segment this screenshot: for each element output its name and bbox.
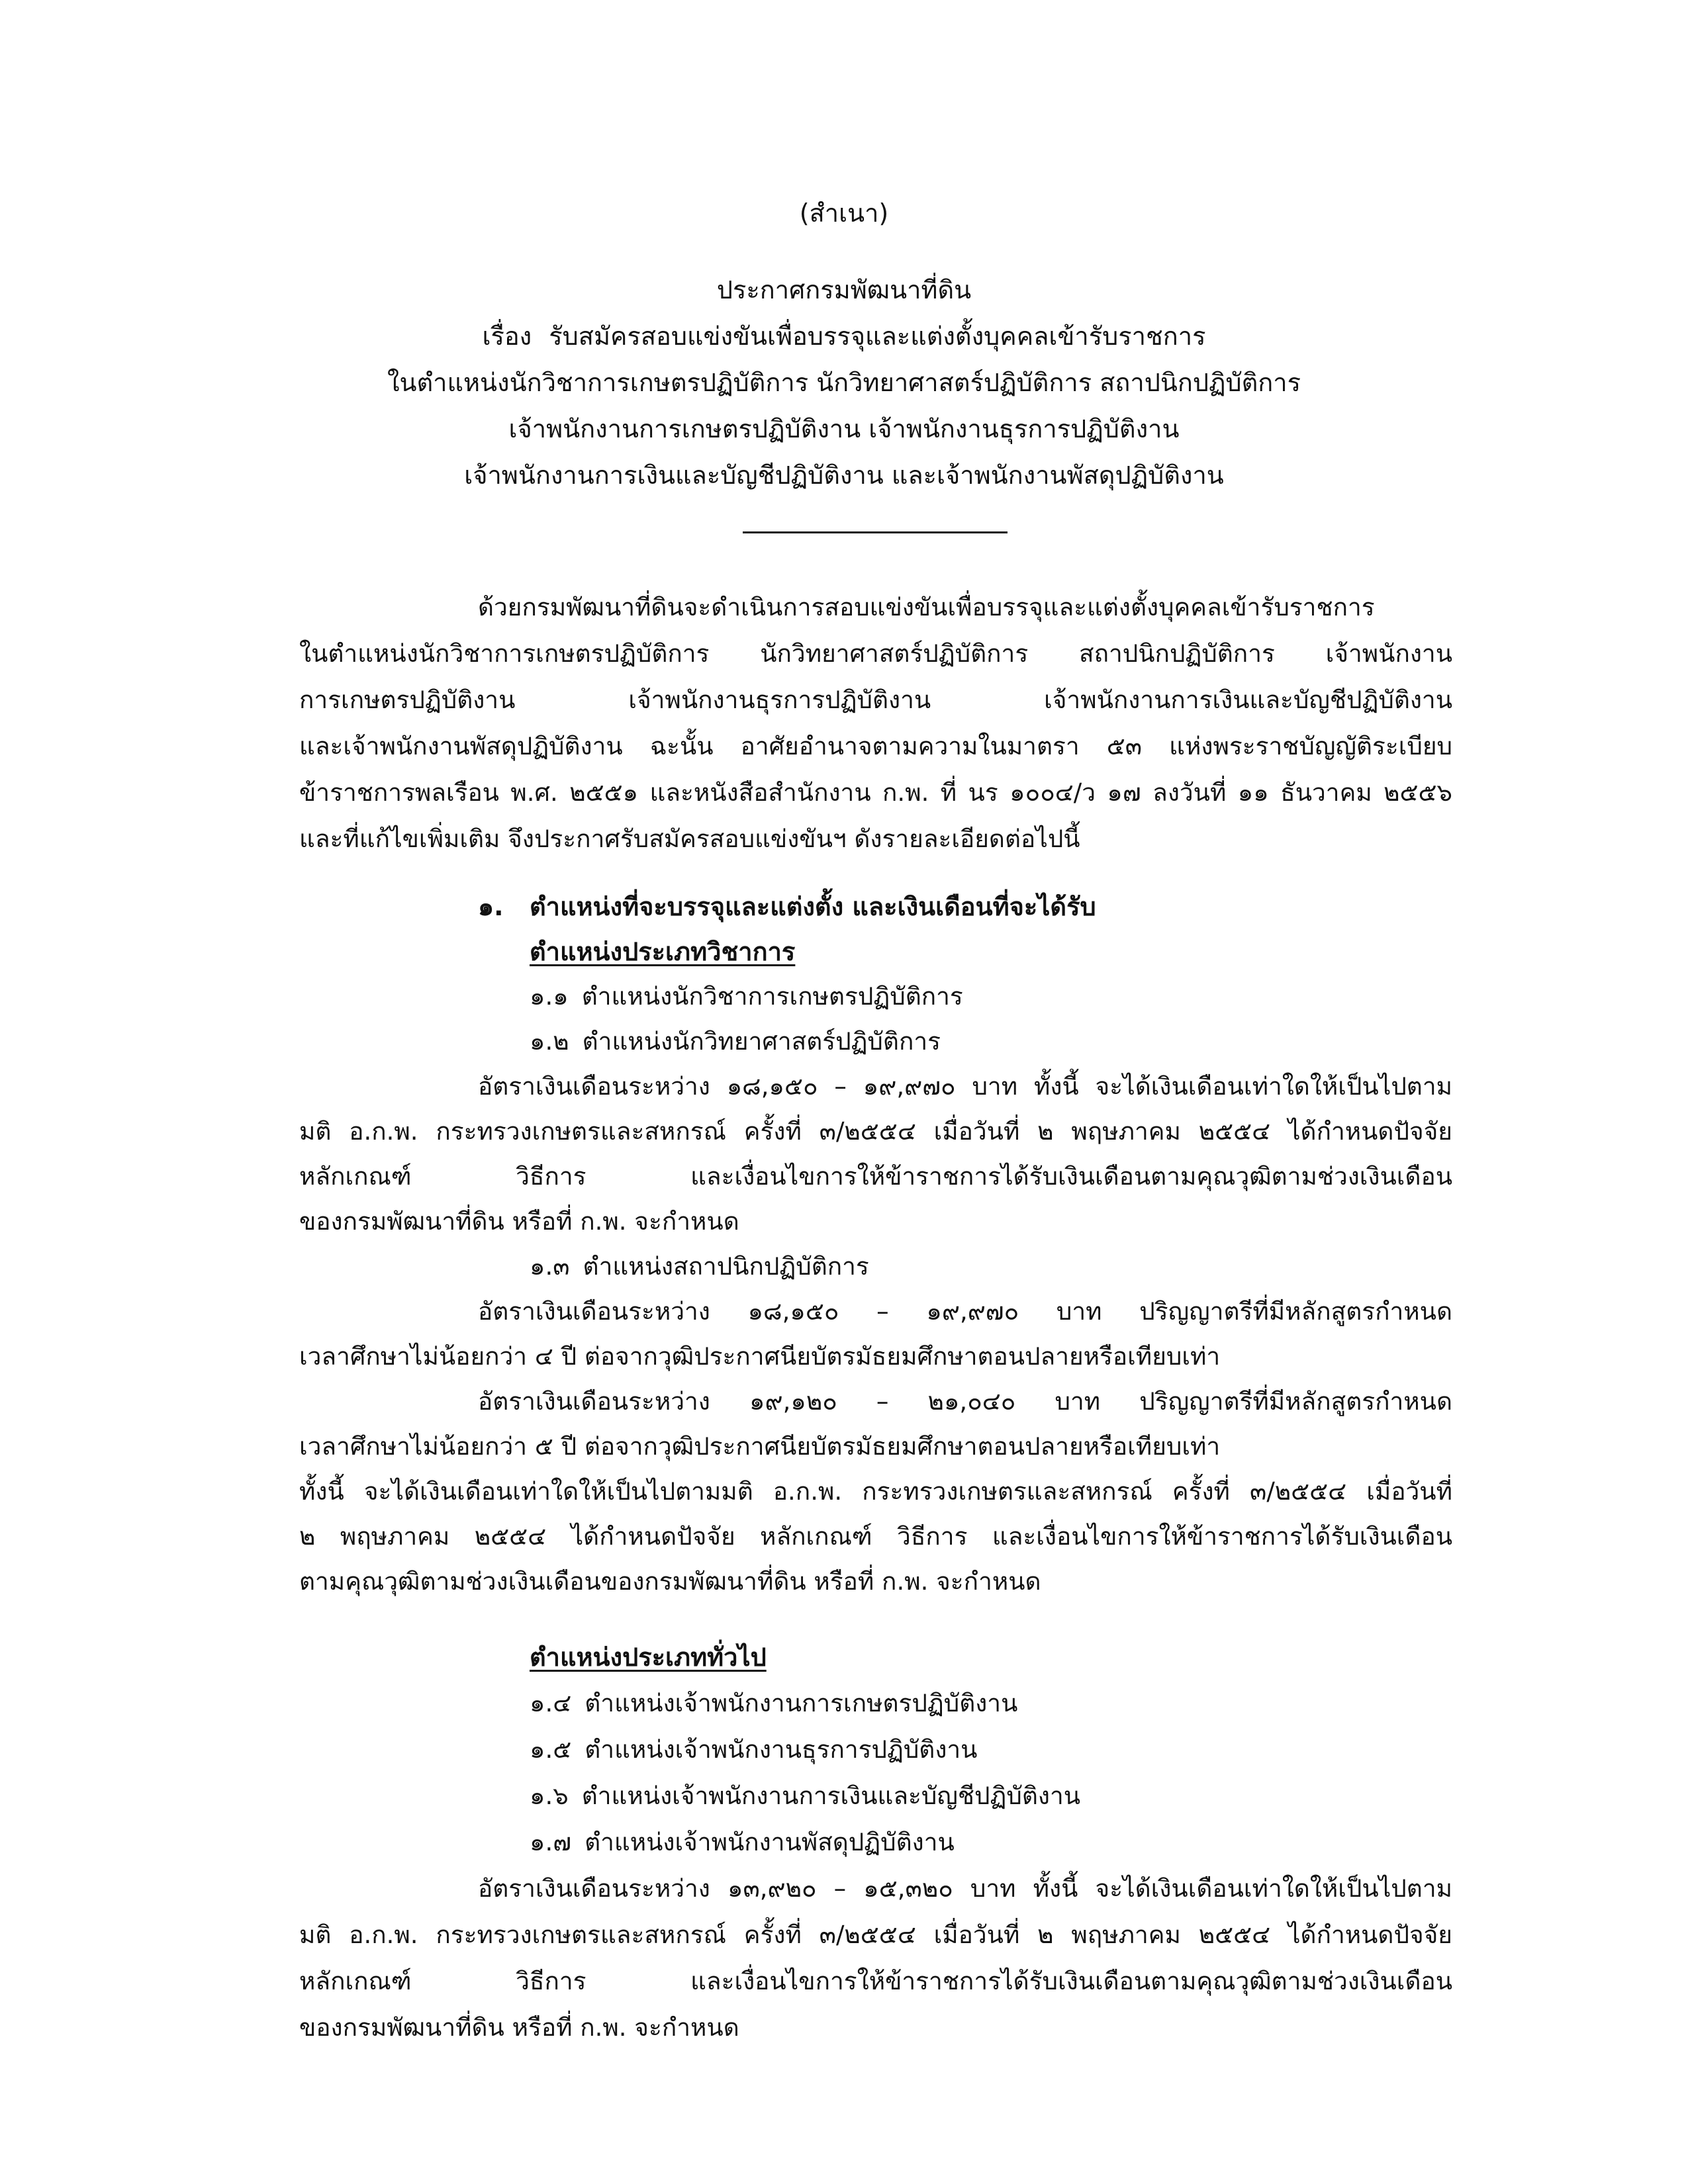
section-1-heading: [478, 887, 1096, 926]
salary-text-line: อัตราเงินเดือนระหว่าง ๑๓,๙๒๐ – ๑๕,๓๒๐ บาท ทั้งนี้ จะได้เงินเดือนเท่าใดให้เป็นไปตาม: [478, 1874, 1452, 1903]
announcement-title: ประกาศกรมพัฒนาที่ดิน: [716, 275, 972, 304]
academic-positions-heading: ตำแหน่งประเภทวิชาการ: [530, 937, 796, 966]
intro-line: การเกษตรปฏิบัติงาน เจ้าพนักงานธุรการปฏิบัติงาน เจ้าพนักงานการเงินและบัญชีปฏิบัติงาน: [299, 686, 1452, 714]
salary-text-line: เวลาศึกษาไม่น้อยกว่า ๕ ปี ต่อจากวุฒิประกาศนียบัตรมัธยมศึกษาตอนปลายหรือเทียบเท่า: [299, 1432, 1221, 1461]
position-label: ตำแหน่งนักวิทยาศาสตร์ปฏิบัติการ: [582, 1027, 941, 1056]
salary-text-line: ตามคุณวุฒิตามช่วงเงินเดือนของกรมพัฒนาที่ดิน หรือที่ ก.พ. จะกำหนด: [299, 1567, 1041, 1596]
position-label: ตำแหน่งเจ้าพนักงานการเงินและบัญชีปฏิบัติงาน: [581, 1782, 1081, 1810]
position-item: [530, 1823, 955, 1862]
position-number: ๑.๕: [530, 1735, 572, 1764]
salary-text-line: มติ อ.ก.พ. กระทรวงเกษตรและสหกรณ์ ครั้งที่ ๓/๒๕๕๔ เมื่อวันที่ ๒ พฤษภาคม ๒๕๕๔ ได้กำหนดปัจจัย: [299, 1117, 1452, 1146]
section-1-title: ตำแหน่งที่จะบรรจุและแต่งตั้ง และเงินเดือนที่จะได้รับ: [530, 892, 1096, 921]
intro-line: ในตำแหน่งนักวิชาการเกษตรปฏิบัติการ นักวิทยาศาสตร์ปฏิบัติการ สถาปนิกปฏิบัติการ เจ้าพนักงาน: [299, 639, 1452, 668]
position-number: ๑.๗: [530, 1828, 572, 1856]
position-item: [530, 1023, 941, 1061]
intro-line: และที่แก้ไขเพิ่มเติม จึงประกาศรับสมัครสอบแข่งขันฯ ดังรายละเอียดต่อไปนี้: [299, 825, 1080, 853]
position-label: ตำแหน่งเจ้าพนักงานการเกษตรปฏิบัติงาน: [585, 1689, 1018, 1717]
intro-line: ข้าราชการพลเรือน พ.ศ. ๒๕๕๑ และหนังสือสำนักงาน ก.พ. ที่ นร ๑๐๐๔/ว ๑๗ ลงวันที่ ๑๑ ธันวาคม ๒๕๕๖: [299, 778, 1452, 807]
position-item: [530, 978, 963, 1016]
position-label: ตำแหน่งนักวิชาการเกษตรปฏิบัติการ: [581, 982, 963, 1011]
salary-text-line: อัตราเงินเดือนระหว่าง ๑๙,๑๒๐ – ๒๑,๐๔๐ บาท ปริญญาตรีที่มีหลักสูตรกำหนด: [478, 1387, 1452, 1416]
position-item: [530, 1777, 1080, 1815]
position-item: [530, 1248, 869, 1286]
salary-text-line: มติ อ.ก.พ. กระทรวงเกษตรและสหกรณ์ ครั้งที่ ๓/๒๕๕๔ เมื่อวันที่ ๒ พฤษภาคม ๒๕๕๔ ได้กำหนดปัจจัย: [299, 1921, 1452, 1949]
position-item: [530, 1684, 1017, 1723]
salary-text-line: ๒ พฤษภาคม ๒๕๕๔ ได้กำหนดปัจจัย หลักเกณฑ์ วิธีการ และเงื่อนไขการให้ข้าราชการได้รับเงินเดือน: [299, 1522, 1452, 1551]
position-number: ๑.๒: [530, 1027, 569, 1056]
salary-text-line: ทั้งนี้ จะได้เงินเดือนเท่าใดให้เป็นไปตามมติ อ.ก.พ. กระทรวงเกษตรและสหกรณ์ ครั้งที่ ๓/๒๕๕๔ เมื่อวันที่: [299, 1477, 1452, 1506]
position-number: ๑.๖: [530, 1782, 569, 1810]
salary-text-line: อัตราเงินเดือนระหว่าง ๑๘,๑๕๐ – ๑๙,๙๗๐ บาท ทั้งนี้ จะได้เงินเดือนเท่าใดให้เป็นไปตาม: [478, 1072, 1452, 1101]
announcement-title-line-4: เจ้าพนักงานการเกษตรปฏิบัติงาน เจ้าพนักงานธุรการปฏิบัติงาน: [508, 414, 1180, 443]
subject-label: เรื่อง: [482, 322, 532, 351]
announcement-title-line-3: ในตำแหน่งนักวิชาการเกษตรปฏิบัติการ นักวิทยาศาสตร์ปฏิบัติการ สถาปนิกปฏิบัติการ: [387, 368, 1301, 397]
position-label: ตำแหน่งสถาปนิกปฏิบัติการ: [583, 1252, 869, 1281]
position-number: ๑.๔: [530, 1689, 572, 1717]
salary-text-line: เวลาศึกษาไม่น้อยกว่า ๔ ปี ต่อจากวุฒิประกาศนียบัตรมัธยมศึกษาตอนปลายหรือเทียบเท่า: [299, 1342, 1221, 1371]
subject-text: รับสมัครสอบแข่งขันเพื่อบรรจุและแต่งตั้งบุคคลเข้ารับราชการ: [549, 322, 1206, 351]
copy-label: (สำเนา): [799, 199, 889, 228]
header-divider: [743, 531, 1008, 533]
salary-text-line: อัตราเงินเดือนระหว่าง ๑๘,๑๕๐ – ๑๙,๙๗๐ บาท ปริญญาตรีที่มีหลักสูตรกำหนด: [478, 1297, 1452, 1326]
position-label: ตำแหน่งเจ้าพนักงานธุรการปฏิบัติงาน: [585, 1735, 978, 1764]
intro-line: และเจ้าพนักงานพัสดุปฏิบัติงาน ฉะนั้น อาศัยอำนาจตามความในมาตรา ๕๓ แห่งพระราชบัญญัติระเบียบ: [299, 732, 1452, 760]
announcement-title-line-5: เจ้าพนักงานการเงินและบัญชีปฏิบัติงาน และเจ้าพนักงานพัสดุปฏิบัติงาน: [464, 461, 1224, 490]
salary-text-line: หลักเกณฑ์ วิธีการ และเงื่อนไขการให้ข้าราชการได้รับเงินเดือนตามคุณวุฒิตามช่วงเงินเดือน: [299, 1967, 1452, 1995]
intro-line: ด้วยกรมพัฒนาที่ดินจะดำเนินการสอบแข่งขันเพื่อบรรจุและแต่งตั้งบุคคลเข้ารับราชการ: [478, 593, 1375, 621]
position-label: ตำแหน่งเจ้าพนักงานพัสดุปฏิบัติงาน: [585, 1828, 955, 1856]
salary-text-line: ของกรมพัฒนาที่ดิน หรือที่ ก.พ. จะกำหนด: [299, 1207, 739, 1236]
general-positions-heading: ตำแหน่งประเภททั่วไป: [530, 1643, 767, 1672]
position-item: [530, 1731, 977, 1769]
announcement-subject: [0, 317, 1688, 355]
salary-text-line: ของกรมพัฒนาที่ดิน หรือที่ ก.พ. จะกำหนด: [299, 2013, 739, 2042]
section-1-number: ๑.: [478, 892, 504, 921]
salary-text-line: หลักเกณฑ์ วิธีการ และเงื่อนไขการให้ข้าราชการได้รับเงินเดือนตามคุณวุฒิตามช่วงเงินเดือน: [299, 1162, 1452, 1191]
position-number: ๑.๓: [530, 1252, 570, 1281]
position-number: ๑.๑: [530, 982, 569, 1011]
